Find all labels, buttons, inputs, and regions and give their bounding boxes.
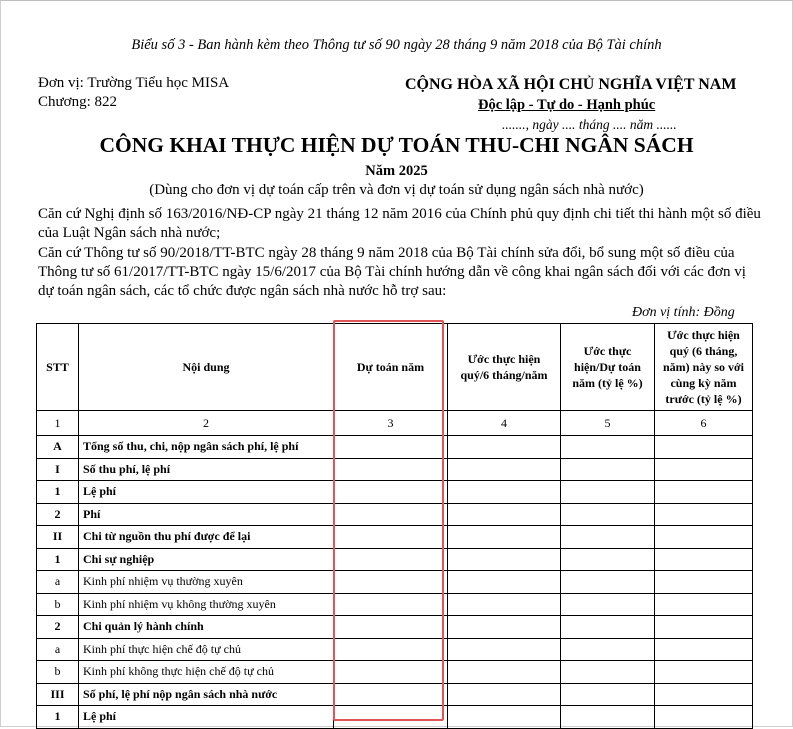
estimated-6m-cell	[448, 436, 561, 459]
header-ratio-previous: Ước thực hiện quý (6 tháng, năm) này so với cùng kỳ năm trước (tỷ lệ %)	[655, 324, 753, 411]
legal-basis-decree: Căn cứ Nghị định số 163/2016/NĐ-CP ngày 21 tháng 12 năm 2016 của Chính phủ quy định chi tiết thi hành một số điều của Luật Ngân sách nhà nước;	[38, 206, 761, 242]
row-stt: a	[37, 571, 79, 594]
ratio-previous-cell	[655, 616, 753, 639]
ratio-estimate-cell	[561, 616, 655, 639]
ratio-estimate-cell	[561, 683, 655, 706]
ratio-previous-cell	[655, 683, 753, 706]
header-ratio-estimate: Ước thực hiện/Dự toán năm (tỷ lệ %)	[561, 324, 655, 411]
national-motto: Độc lập - Tự do - Hạnh phúc	[478, 97, 656, 113]
ratio-estimate-cell	[561, 526, 655, 549]
ratio-previous-cell	[655, 481, 753, 504]
ratio-estimate-cell	[561, 503, 655, 526]
row-content: Chi từ nguồn thu phí được để lại	[79, 526, 334, 549]
column-number: 6	[655, 411, 753, 436]
row-content: Lệ phí	[79, 481, 334, 504]
column-number: 4	[448, 411, 561, 436]
ratio-previous-cell	[655, 526, 753, 549]
row-stt: I	[37, 458, 79, 481]
estimated-6m-cell	[448, 683, 561, 706]
row-content: Kinh phí nhiệm vụ không thường xuyên	[79, 593, 334, 616]
ratio-previous-cell	[655, 503, 753, 526]
row-content: Chi sự nghiệp	[79, 548, 334, 571]
column-number: 3	[334, 411, 448, 436]
ratio-estimate-cell	[561, 638, 655, 661]
legal-basis	[38, 205, 763, 301]
row-stt: 1	[37, 481, 79, 504]
row-content: Kinh phí không thực hiện chế độ tự chủ	[79, 661, 334, 684]
row-content: Số phí, lệ phí nộp ngân sách nhà nước	[79, 683, 334, 706]
estimated-6m-cell	[448, 481, 561, 504]
ratio-estimate-cell	[561, 458, 655, 481]
header-content: Nội dung	[79, 324, 334, 411]
estimated-6m-cell	[448, 616, 561, 639]
ratio-estimate-cell	[561, 481, 655, 504]
dateline: ......., ngày .... tháng .... năm ......	[502, 117, 677, 132]
ratio-previous-cell	[655, 638, 753, 661]
header-estimate: Dự toán năm	[334, 324, 448, 411]
row-stt: 2	[37, 503, 79, 526]
estimated-6m-cell	[448, 526, 561, 549]
row-content: Lệ phí	[79, 706, 334, 729]
estimated-6m-cell	[448, 503, 561, 526]
report-year: Năm 2025	[365, 163, 428, 179]
estimated-6m-cell	[448, 593, 561, 616]
row-content: Kinh phí thực hiện chế độ tự chủ	[79, 638, 334, 661]
row-content: Kinh phí nhiệm vụ thường xuyên	[79, 571, 334, 594]
legal-basis-circular: Căn cứ Thông tư số 90/2018/TT-BTC ngày 28 tháng 9 năm 2018 của Bộ Tài chính sửa đổi, bổ sung một số điều của Thông tư số 61/2017/TT-BTC ngày 15/6/2017 của Bộ Tài chính hướng dẫn về công khai ngân sách đối với các đơn vị dự toán ngân sách, các tổ chức được ngân sách nhà nước hỗ trợ sau:	[38, 244, 746, 300]
column-number: 1	[37, 411, 79, 436]
ratio-previous-cell	[655, 706, 753, 729]
row-stt: a	[37, 638, 79, 661]
ratio-estimate-cell	[561, 661, 655, 684]
header-estimated-6m: Ước thực hiện quý/6 tháng/năm	[448, 324, 561, 411]
row-content: Số thu phí, lệ phí	[79, 458, 334, 481]
unit-name: Đơn vị: Trường Tiểu học MISA	[38, 75, 230, 91]
ratio-estimate-cell	[561, 706, 655, 729]
estimated-6m-cell	[448, 706, 561, 729]
row-stt: b	[37, 593, 79, 616]
row-stt: b	[37, 661, 79, 684]
estimated-6m-cell	[448, 638, 561, 661]
row-stt: II	[37, 526, 79, 549]
row-content: Tổng số thu, chi, nộp ngân sách phí, lệ phí	[79, 436, 334, 459]
form-note: Biểu số 3 - Ban hành kèm theo Thông tư số 90 ngày 28 tháng 9 năm 2018 của Bộ Tài chính	[131, 37, 662, 53]
ratio-estimate-cell	[561, 593, 655, 616]
row-stt: A	[37, 436, 79, 459]
ratio-previous-cell	[655, 571, 753, 594]
ratio-previous-cell	[655, 548, 753, 571]
republic-heading: CỘNG HÒA XÃ HỘI CHỦ NGHĨA VIỆT NAM	[405, 76, 737, 93]
report-scope: (Dùng cho đơn vị dự toán cấp trên và đơn vị dự toán sử dụng ngân sách nhà nước)	[149, 182, 644, 198]
header-stt: STT	[37, 324, 79, 411]
report-title: CÔNG KHAI THỰC HIỆN DỰ TOÁN THU-CHI NGÂN SÁCH	[99, 133, 694, 157]
chapter-code: Chương: 822	[38, 94, 117, 110]
estimated-6m-cell	[448, 571, 561, 594]
ratio-previous-cell	[655, 436, 753, 459]
ratio-estimate-cell	[561, 548, 655, 571]
ratio-previous-cell	[655, 593, 753, 616]
ratio-previous-cell	[655, 661, 753, 684]
column-number: 2	[79, 411, 334, 436]
row-stt: 2	[37, 616, 79, 639]
ratio-previous-cell	[655, 458, 753, 481]
row-stt: 1	[37, 706, 79, 729]
column-number: 5	[561, 411, 655, 436]
estimated-6m-cell	[448, 548, 561, 571]
estimated-6m-cell	[448, 661, 561, 684]
row-stt: 1	[37, 548, 79, 571]
row-content: Phí	[79, 503, 334, 526]
ratio-estimate-cell	[561, 436, 655, 459]
row-content: Chi quản lý hành chính	[79, 616, 334, 639]
estimate-column-highlight	[333, 320, 444, 721]
estimated-6m-cell	[448, 458, 561, 481]
ratio-estimate-cell	[561, 571, 655, 594]
currency-unit: Đơn vị tính: Đồng	[632, 305, 735, 320]
row-stt: III	[37, 683, 79, 706]
